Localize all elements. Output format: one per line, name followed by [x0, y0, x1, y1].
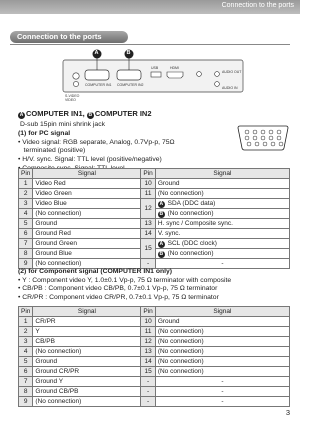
pin-signal: (No connection) [33, 259, 141, 269]
pin-signal: (No connection) [33, 397, 141, 407]
table-header-row [19, 169, 290, 179]
pin-signal: - [155, 259, 289, 269]
column-header: Signal [33, 307, 141, 317]
pin-number: 9 [19, 259, 33, 269]
pin-signal [155, 199, 289, 209]
component-signal-title: (2) for Component signal (COMPUTER IN1 only) [18, 268, 173, 275]
pin-signal: Video Red [33, 179, 141, 189]
pin-signal: H. sync / Composite sync. [155, 219, 289, 229]
heading-text-a: COMPUTER IN1, [26, 109, 87, 118]
dsub-pin-icon [236, 125, 290, 151]
port-panel-illustration [59, 48, 247, 102]
connector-heading [18, 110, 152, 120]
port-panel-drawing [59, 48, 247, 102]
pin-signal: (No connection) [155, 357, 289, 367]
pin-signal: CB/PB [33, 337, 141, 347]
pin-number: 2 [19, 327, 33, 337]
pin-signal: (No connection) [33, 347, 141, 357]
pin-signal: Ground Blue [33, 249, 141, 259]
column-header: Pin [19, 307, 33, 317]
callout-b-badge: B [88, 112, 93, 118]
pin-number: 7 [19, 239, 33, 249]
column-header: Pin [141, 307, 155, 317]
section-title: Connection to the ports [10, 31, 128, 43]
port-label: HDMI [170, 66, 179, 70]
pin-signal: (No connection) [155, 347, 289, 357]
table-row [19, 377, 290, 387]
pin-signal: Ground CB/PB [33, 387, 141, 397]
callout-b-label: B [126, 49, 131, 56]
dsub-connector-diagram [236, 125, 290, 151]
connector-subheading: D-sub 15pin mini shrink jack [20, 121, 105, 128]
table-row [19, 179, 290, 189]
table-row [19, 259, 290, 269]
callout-a-badge: A [19, 112, 24, 118]
pin-number: 1 [19, 179, 33, 189]
pin-number: 11 [141, 327, 155, 337]
pin-number: 1 [19, 317, 33, 327]
pin-signal-a: SDA (DDC data) [167, 200, 216, 207]
pc-signal-section [18, 130, 175, 174]
callout-b-badge: B [159, 251, 164, 257]
pin-signal-a: SCL (DDC clock) [167, 240, 217, 247]
pin-signal-b: (No connection) [167, 250, 214, 257]
pc-signal-title: (1) for PC signal [18, 130, 71, 137]
pin-signal: - [155, 377, 289, 387]
pin-number: 13 [141, 347, 155, 357]
pin-signal-b: (No connection) [167, 210, 214, 217]
pin-signal: Ground Y [33, 377, 141, 387]
pin-signal: - [155, 397, 289, 407]
pin-signal: Video Green [33, 189, 141, 199]
pin-signal: (No connection) [155, 337, 289, 347]
pin-signal [155, 239, 289, 249]
pin-signal: (No connection) [155, 367, 289, 377]
port-label: AUDIO IN [222, 86, 238, 90]
pin-number: 9 [19, 397, 33, 407]
table-row [19, 337, 290, 347]
column-header: Signal [33, 169, 141, 179]
pin-signal: Ground [33, 219, 141, 229]
pin-signal: Ground [155, 317, 289, 327]
pin-number: - [141, 387, 155, 397]
pin-number: 8 [19, 387, 33, 397]
pin-number: 4 [19, 209, 33, 219]
component-signal-line: • Y : Component video Y, 1.0±0.1 Vp-p, 75 Ω terminator with composite [18, 276, 232, 284]
pin-number: 3 [19, 199, 33, 209]
port-label: COMPUTER IN1 [85, 83, 112, 87]
component-signal-line: • CR/PR : Component video CR/PR, 0.7±0.1 Vp-p, 75 Ω terminator [18, 294, 219, 302]
pin-number: 5 [19, 219, 33, 229]
pin-number: 12 [141, 199, 155, 219]
pin-number: 2 [19, 189, 33, 199]
pin-number: 15 [141, 367, 155, 377]
pin-signal: (No connection) [33, 209, 141, 219]
table-row [19, 317, 290, 327]
pin-number: 10 [141, 317, 155, 327]
table-row [19, 347, 290, 357]
pin-number: 7 [19, 377, 33, 387]
pin-signal: Video Blue [33, 199, 141, 209]
table-header-row [19, 307, 290, 317]
callout-a-label: A [94, 49, 99, 56]
pin-number: 8 [19, 249, 33, 259]
pin-number: 14 [141, 357, 155, 367]
pin-number: 3 [19, 337, 33, 347]
column-header: Pin [141, 169, 155, 179]
pin-number: 12 [141, 337, 155, 347]
port-label: S-VIDEO [65, 94, 80, 98]
callout-a-badge: A [159, 201, 164, 207]
pin-number: 14 [141, 229, 155, 239]
table-row [19, 327, 290, 337]
port-label: USB [151, 66, 159, 70]
component-pin-table [18, 306, 290, 407]
column-header: Signal [155, 307, 289, 317]
header-title: Connection to the ports [221, 2, 294, 9]
table-row [19, 239, 290, 249]
pin-number: 10 [141, 179, 155, 189]
component-signal-section [18, 268, 231, 303]
callout-b-badge: B [159, 211, 164, 217]
pin-signal: Ground [155, 179, 289, 189]
pc-signal-line: terminated (positive) [18, 147, 86, 155]
pin-signal: - [155, 387, 289, 397]
pin-number: 15 [141, 239, 155, 259]
pin-number: 6 [19, 229, 33, 239]
table-row [19, 357, 290, 367]
table-row [19, 367, 290, 377]
pin-number: - [141, 397, 155, 407]
table-row [19, 219, 290, 229]
pin-signal: V. sync. [155, 229, 289, 239]
pin-number: 11 [141, 189, 155, 199]
pin-number: 6 [19, 367, 33, 377]
pin-number: - [141, 259, 155, 269]
table-row [19, 189, 290, 199]
pin-signal: Ground Green [33, 239, 141, 249]
port-label: COMPUTER IN2 [117, 83, 144, 87]
port-label: VIDEO [65, 98, 76, 102]
pin-number: 4 [19, 347, 33, 357]
table-row [19, 387, 290, 397]
section-divider [10, 44, 290, 45]
callout-a-badge: A [159, 241, 164, 247]
pin-number: 13 [141, 219, 155, 229]
pc-signal-line: • Video signal: RGB separate, Analog, 0.7Vp-p, 75Ω [18, 138, 175, 146]
column-header: Signal [155, 169, 289, 179]
heading-text-b: COMPUTER IN2 [94, 109, 152, 118]
column-header: Pin [19, 169, 33, 179]
component-signal-line: • CB/PB : Component video CB/PB, 0.7±0.1 Vp-p, 75 Ω terminator [18, 285, 218, 293]
pin-signal: Ground CR/PR [33, 367, 141, 377]
table-row [19, 229, 290, 239]
table-row [19, 397, 290, 407]
pin-signal: Ground Red [33, 229, 141, 239]
header-band [0, 0, 300, 14]
pin-signal: (No connection) [155, 189, 289, 199]
pin-signal: CR/PR [33, 317, 141, 327]
pin-signal: Y [33, 327, 141, 337]
pc-pin-table [18, 168, 290, 269]
table-row [19, 199, 290, 209]
port-label: AUDIO OUT [222, 70, 242, 74]
pin-number: 5 [19, 357, 33, 367]
pin-signal: Ground [33, 357, 141, 367]
pin-signal [155, 209, 289, 219]
page-number: 3 [285, 408, 290, 417]
pin-signal [155, 249, 289, 259]
pc-signal-line: • H/V. sync. Signal: TTL level (positive/negative) [18, 156, 162, 164]
pin-number: - [141, 377, 155, 387]
pin-signal: (No connection) [155, 327, 289, 337]
